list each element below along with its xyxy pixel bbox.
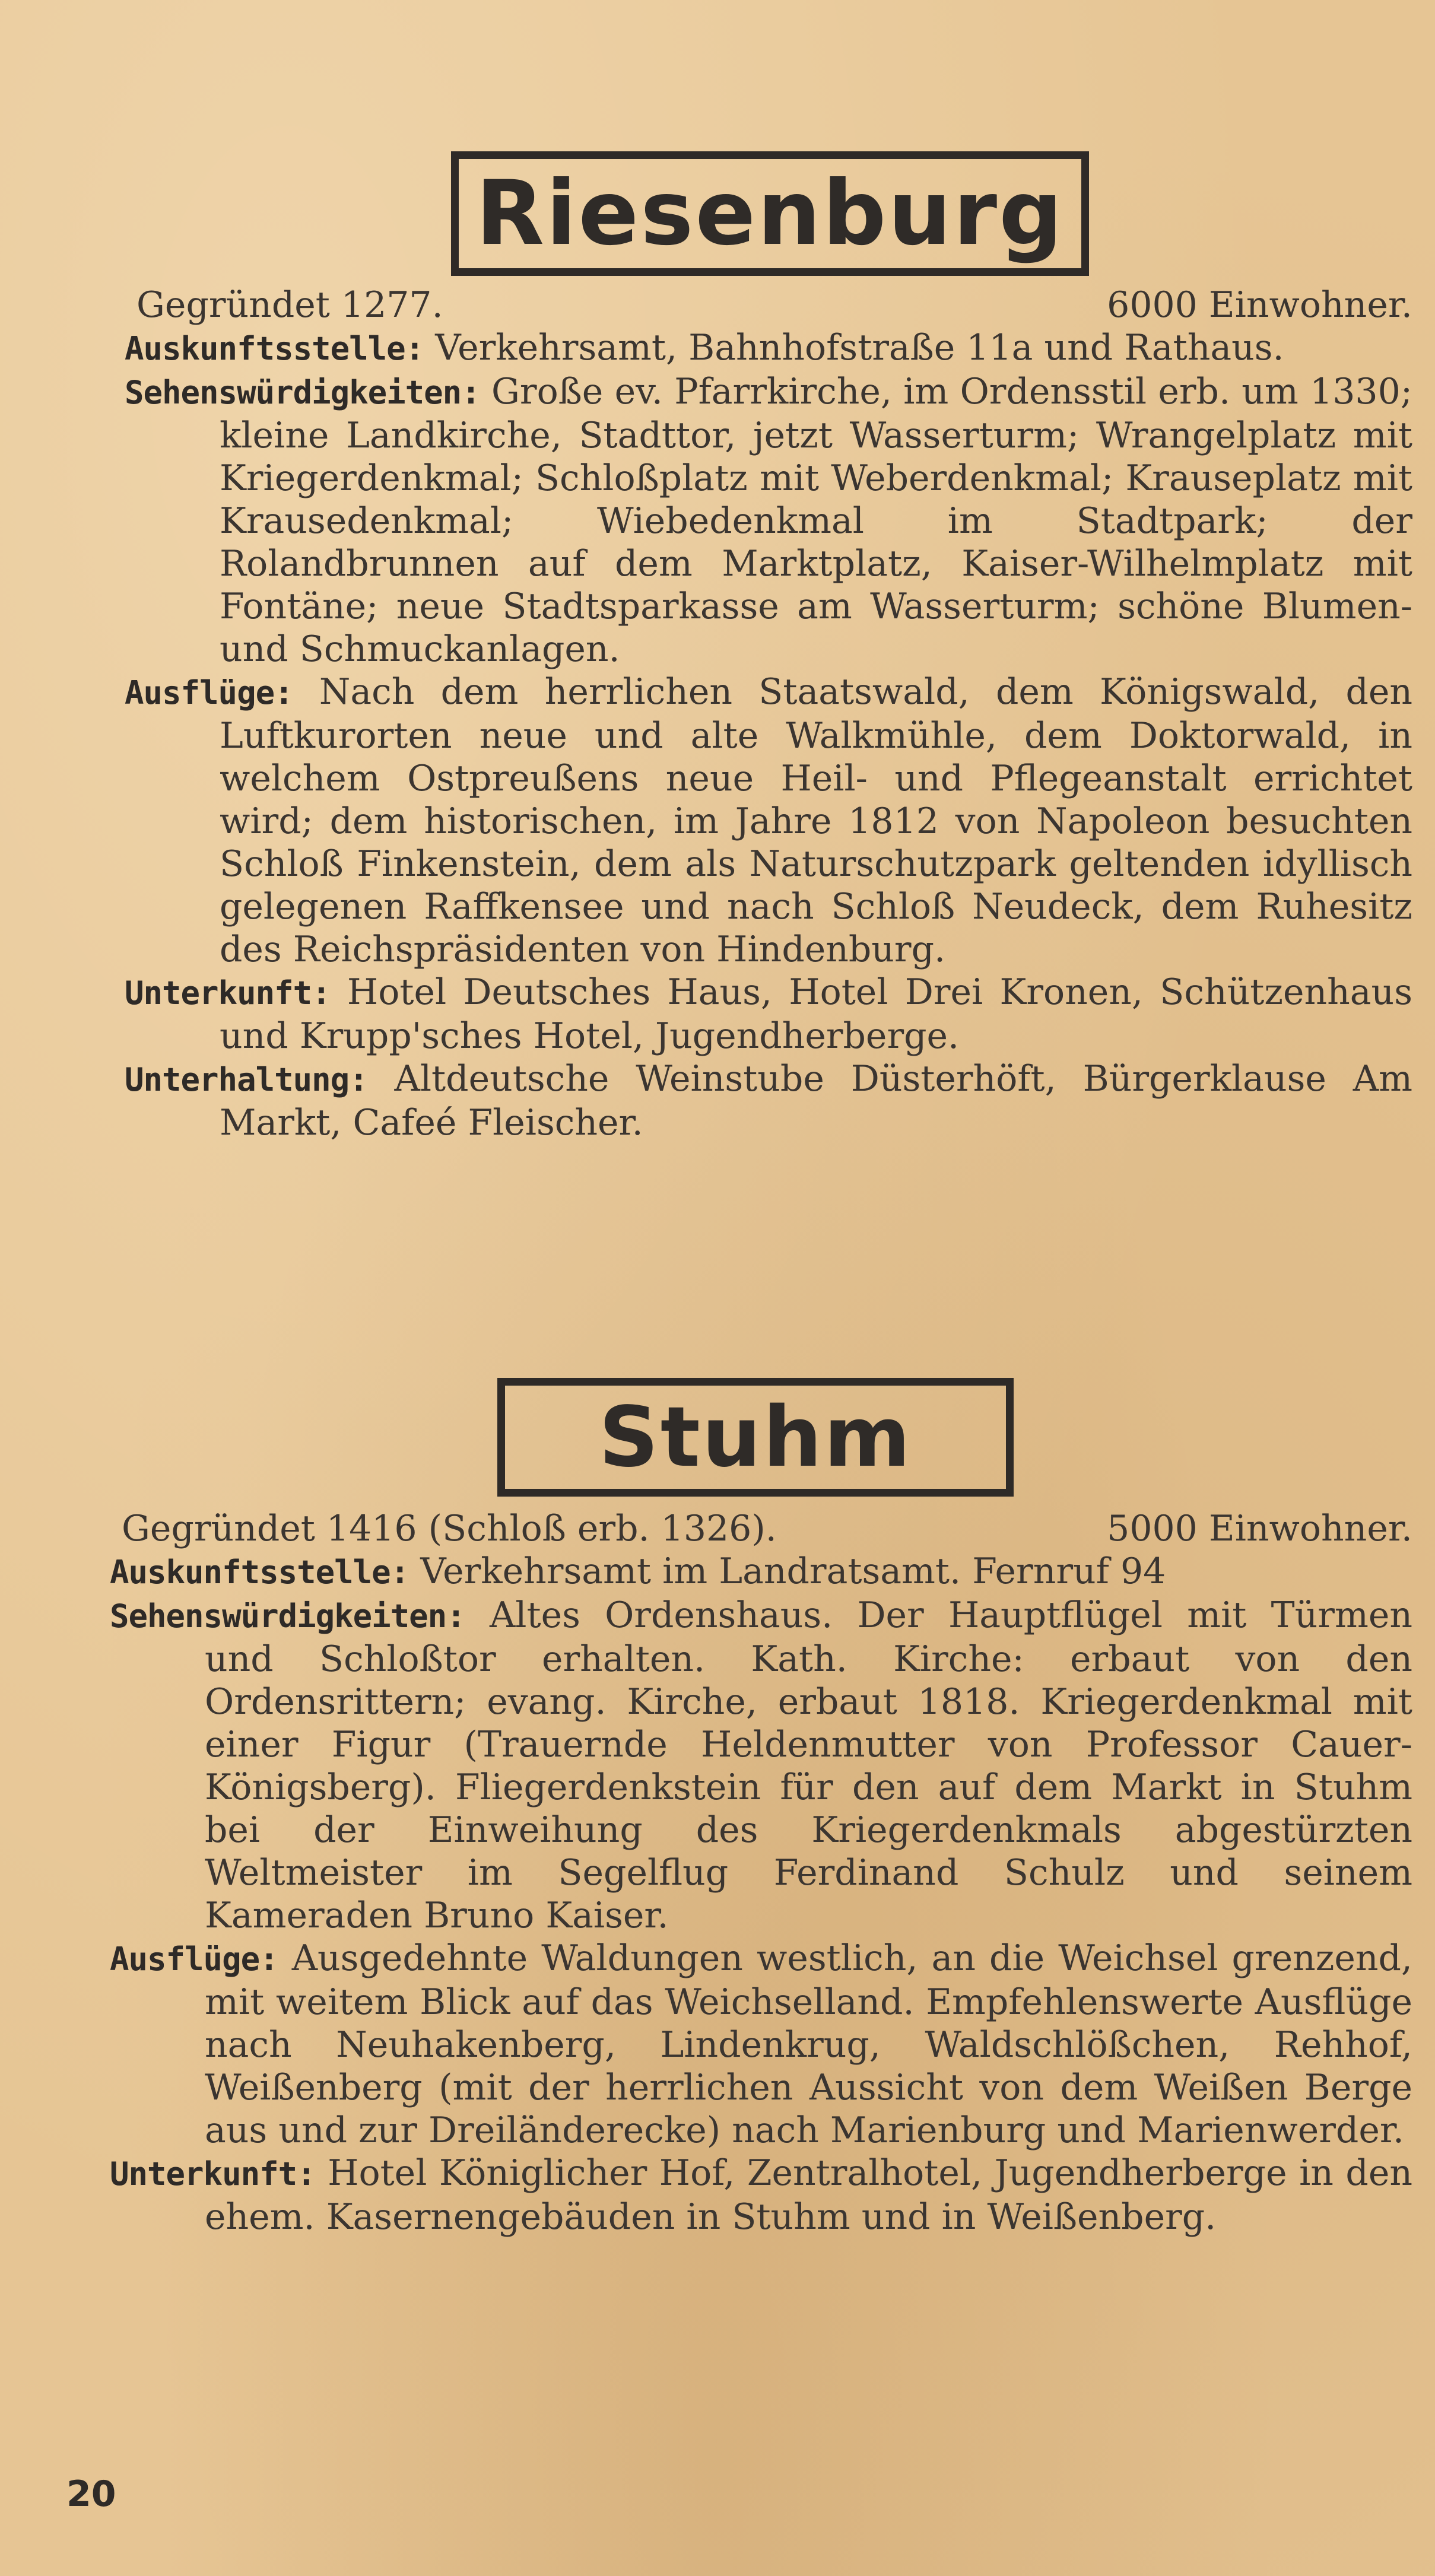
entry-label: Ausflüge:	[125, 674, 293, 712]
entry-text: Verkehrsamt, Bahnhofstraße 11a und Rathaus.	[435, 327, 1284, 369]
riesenburg-founded-row	[125, 284, 1412, 326]
entry-label: Auskunftsstelle:	[110, 1554, 409, 1591]
riesenburg-founded: Gegründet 1277.	[136, 284, 443, 326]
riesenburg-entry-lodging	[125, 971, 1412, 1057]
stuhm-population: 5000 Einwohner.	[1107, 1508, 1412, 1549]
riesenburg-section	[125, 284, 1412, 1144]
stuhm-entry-sights	[110, 1594, 1412, 1937]
entry-label: Ausflüge:	[110, 1940, 278, 1978]
riesenburg-population: 6000 Einwohner.	[1107, 284, 1412, 326]
stuhm-founded-row	[110, 1507, 1412, 1550]
entry-text: Altes Ordenshaus. Der Hauptflügel mit Türmen und Schloßtor erhalten. Kath. Kirche: erbaut von den Ordensrittern; evang. Kirche, erbaut 1818. Kriegerdenkmal mit einer Figur (Trauernde Heldenmutter von Professor Cauer-Königsberg). Fliegerdenkstein für den auf dem Markt in Stuhm bei der Einweihung des Kriegerdenkmals abgestürzten Weltmeister im Segelflug Ferdinand Schulz und seinem Kameraden Bruno Kaiser.	[205, 1594, 1412, 1936]
entry-text: Große ev. Pfarrkirche, im Ordensstil erb. um 1330; kleine Landkirche, Stadttor, jetzt Wasserturm; Wrangelplatz mit Kriegerdenkmal; Schloßplatz mit Weberdenkmal; Krauseplatz mit Krausedenkmal; Wiebedenkmal im Stadtpark; der Rolandbrunnen auf dem Marktplatz, Kaiser-Wilhelmplatz mit Fontäne; neue Stadtsparkasse am Wasserturm; schöne Blumen- und Schmuckanlagen.	[220, 371, 1412, 670]
stuhm-heading-box	[497, 1378, 1014, 1497]
entry-text: Ausgedehnte Waldungen westlich, an die Weichsel grenzend, mit weitem Blick auf das Weichselland. Empfehlenswerte Ausflüge nach Neuhakenberg, Lindenkrug, Waldschlößchen, Rehhof, Weißenberg (mit der herrlichen Aussicht von dem Weißen Berge aus und zur Dreiländerecke) nach Marienburg und Marienwerder.	[205, 1937, 1412, 2151]
riesenburg-heading-box	[451, 151, 1089, 276]
entry-label: Sehenswürdigkeiten:	[110, 1597, 465, 1635]
entry-text: Nach dem herrlichen Staatswald, dem Königswald, den Luftkurorten neue und alte Walkmühle, dem Doktorwald, in welchem Ostpreußens neue Heil- und Pflegeanstalt errichtet wird; dem historischen, im Jahre 1812 von Napoleon besuchten Schloß Finkenstein, dem als Naturschutzpark geltenden idyllisch gelegenen Raffkensee und nach Schloß Neudeck, dem Ruhesitz des Reichspräsidenten von Hindenburg.	[220, 671, 1413, 970]
entry-label: Sehenswürdigkeiten:	[125, 374, 480, 411]
entry-label: Unterkunft:	[110, 2155, 316, 2193]
riesenburg-entry-sights	[125, 370, 1412, 671]
entry-label: Unterkunft:	[125, 974, 331, 1012]
entry-label: Unterhaltung:	[125, 1061, 368, 1098]
entry-text: Hotel Königlicher Hof, Zentralhotel, Jugendherberge in den ehem. Kasernengebäuden in Stuhm und in Weißenberg.	[205, 2152, 1412, 2238]
riesenburg-entry-info	[125, 326, 1412, 370]
stuhm-entry-info	[110, 1550, 1412, 1594]
stuhm-title: Stuhm	[599, 1389, 912, 1486]
entry-text: Verkehrsamt im Landratsamt. Fernruf 94	[420, 1551, 1166, 1592]
riesenburg-entry-entertainment	[125, 1057, 1412, 1144]
entry-label: Auskunftsstelle:	[125, 330, 424, 367]
page-number: 20	[66, 2473, 116, 2515]
stuhm-section	[110, 1507, 1412, 2238]
riesenburg-entry-excursions	[125, 671, 1412, 971]
stuhm-founded: Gegründet 1416 (Schloß erb. 1326).	[122, 1508, 777, 1549]
riesenburg-title: Riesenburg	[475, 162, 1065, 265]
entry-text: Altdeutsche Weinstube Düsterhöft, Bürgerklause Am Markt, Cafeé Fleischer.	[220, 1058, 1412, 1144]
stuhm-entry-excursions	[110, 1937, 1412, 2152]
entry-text: Hotel Deutsches Haus, Hotel Drei Kronen, Schützenhaus und Krupp'sches Hotel, Jugendherberge.	[220, 971, 1412, 1057]
stuhm-entry-lodging	[110, 2152, 1412, 2238]
